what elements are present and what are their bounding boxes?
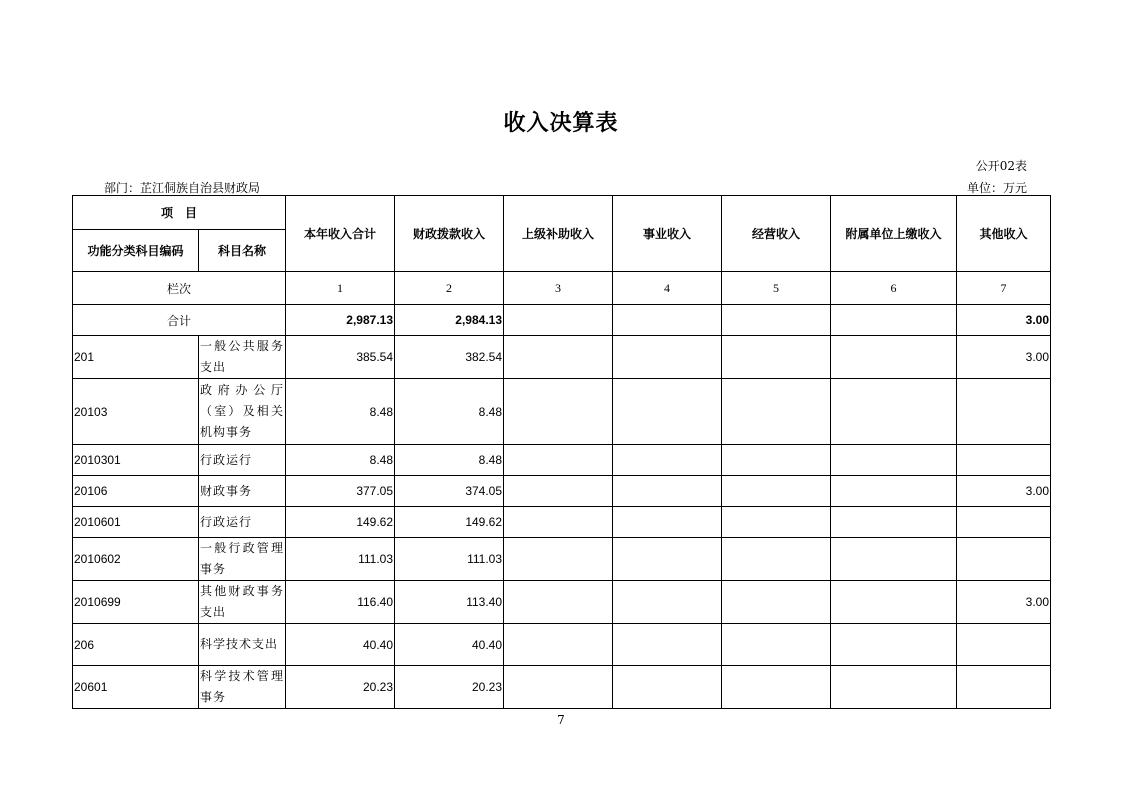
- row-value: [504, 476, 613, 507]
- row-value: 377.05: [286, 476, 395, 507]
- row-value: 8.48: [286, 445, 395, 476]
- row-value: 113.40: [395, 581, 504, 624]
- row-code: 2010699: [73, 581, 199, 624]
- row-value: [613, 336, 722, 379]
- table-row: [73, 666, 1051, 709]
- row-value: [722, 624, 831, 666]
- row-value: [957, 507, 1051, 538]
- row-value: [831, 538, 957, 581]
- row-value: 374.05: [395, 476, 504, 507]
- row-value: [957, 666, 1051, 709]
- row-name: 一般行政管理事务: [199, 538, 286, 581]
- row-value: [831, 624, 957, 666]
- total-value: 2,987.13: [286, 305, 395, 336]
- form-number: 公开02表: [975, 159, 1027, 173]
- row-name: 行政运行: [199, 445, 286, 476]
- row-value: [613, 379, 722, 445]
- row-value: [831, 336, 957, 379]
- header-row-1: [73, 196, 1051, 230]
- row-value: [613, 507, 722, 538]
- table-row: [73, 624, 1051, 666]
- header-col-total: 本年收入合计: [286, 196, 395, 272]
- row-value: [722, 445, 831, 476]
- row-value: [722, 379, 831, 445]
- row-name: 科学技术支出: [199, 624, 286, 666]
- row-value: [722, 538, 831, 581]
- row-code: 2010601: [73, 507, 199, 538]
- row-value: [831, 379, 957, 445]
- row-name: 财政事务: [199, 476, 286, 507]
- row-code: 20601: [73, 666, 199, 709]
- column-number-row: [73, 272, 1051, 305]
- row-value: 149.62: [395, 507, 504, 538]
- row-value: 40.40: [286, 624, 395, 666]
- row-value: 8.48: [395, 379, 504, 445]
- row-value: [613, 476, 722, 507]
- row-value: [504, 379, 613, 445]
- header-item: 项 目: [73, 196, 286, 230]
- row-value: [504, 538, 613, 581]
- row-value: [613, 581, 722, 624]
- row-value: [957, 624, 1051, 666]
- row-value: [831, 476, 957, 507]
- row-value: [613, 624, 722, 666]
- table-row: [73, 507, 1051, 538]
- row-value: [504, 624, 613, 666]
- total-row: [73, 305, 1051, 336]
- row-value: 111.03: [395, 538, 504, 581]
- page-number: 7: [557, 713, 565, 727]
- header-col-affiliated: 附属单位上缴收入: [831, 196, 957, 272]
- header-col-operating: 经营收入: [722, 196, 831, 272]
- column-number: 7: [957, 272, 1051, 305]
- header-col-fiscal: 财政拨款收入: [395, 196, 504, 272]
- header-col-superior-subsidy: 上级补助收入: [504, 196, 613, 272]
- total-value: [504, 305, 613, 336]
- row-value: 111.03: [286, 538, 395, 581]
- row-name: 行政运行: [199, 507, 286, 538]
- row-value: [504, 445, 613, 476]
- row-value: 8.48: [395, 445, 504, 476]
- row-value: 3.00: [957, 476, 1051, 507]
- row-name: 一般公共服务支出: [199, 336, 286, 379]
- row-code: 206: [73, 624, 199, 666]
- column-number: 5: [722, 272, 831, 305]
- total-value: [613, 305, 722, 336]
- row-value: [831, 666, 957, 709]
- column-number: 1: [286, 272, 395, 305]
- table-row: [73, 379, 1051, 445]
- row-code: 20106: [73, 476, 199, 507]
- row-value: [722, 666, 831, 709]
- page-title: 收入决算表: [503, 111, 619, 136]
- row-value: [613, 666, 722, 709]
- row-value: [613, 538, 722, 581]
- row-value: [831, 581, 957, 624]
- row-code: 2010301: [73, 445, 199, 476]
- row-value: [722, 581, 831, 624]
- row-value: [957, 379, 1051, 445]
- income-table: [72, 195, 1051, 709]
- column-number-label: 栏次: [73, 272, 286, 305]
- row-value: 3.00: [957, 581, 1051, 624]
- row-value: [957, 445, 1051, 476]
- unit-label: 单位：万元: [966, 181, 1027, 195]
- row-value: 3.00: [957, 336, 1051, 379]
- row-value: 20.23: [395, 666, 504, 709]
- table-row: [73, 538, 1051, 581]
- row-value: [504, 666, 613, 709]
- column-number: 4: [613, 272, 722, 305]
- column-number: 2: [395, 272, 504, 305]
- total-label: 合计: [73, 305, 286, 336]
- row-value: [613, 445, 722, 476]
- table-row: [73, 336, 1051, 379]
- total-value: 3.00: [957, 305, 1051, 336]
- table-row: [73, 445, 1051, 476]
- table-row: [73, 476, 1051, 507]
- header-col-business: 事业收入: [613, 196, 722, 272]
- row-name: 政府办公厅（室）及相关机构事务: [199, 379, 286, 445]
- row-value: [722, 476, 831, 507]
- column-number: 6: [831, 272, 957, 305]
- row-value: [722, 336, 831, 379]
- row-value: [504, 581, 613, 624]
- row-name: 科学技术管理事务: [199, 666, 286, 709]
- row-value: [722, 507, 831, 538]
- row-code: 201: [73, 336, 199, 379]
- row-value: 116.40: [286, 581, 395, 624]
- department-label: 部门：芷江侗族自治县财政局: [104, 181, 261, 195]
- total-value: [722, 305, 831, 336]
- row-value: [504, 507, 613, 538]
- total-value: [831, 305, 957, 336]
- row-value: [957, 538, 1051, 581]
- table-row: [73, 581, 1051, 624]
- row-value: 382.54: [395, 336, 504, 379]
- row-value: 149.62: [286, 507, 395, 538]
- row-value: 8.48: [286, 379, 395, 445]
- row-name: 其他财政事务支出: [199, 581, 286, 624]
- header-code: 功能分类科目编码: [73, 230, 199, 272]
- row-value: [831, 507, 957, 538]
- row-code: 20103: [73, 379, 199, 445]
- row-value: 20.23: [286, 666, 395, 709]
- row-value: 385.54: [286, 336, 395, 379]
- row-code: 2010602: [73, 538, 199, 581]
- header-col-other: 其他收入: [957, 196, 1051, 272]
- row-value: [504, 336, 613, 379]
- row-value: 40.40: [395, 624, 504, 666]
- row-value: [831, 445, 957, 476]
- header-name: 科目名称: [199, 230, 286, 272]
- column-number: 3: [504, 272, 613, 305]
- total-value: 2,984.13: [395, 305, 504, 336]
